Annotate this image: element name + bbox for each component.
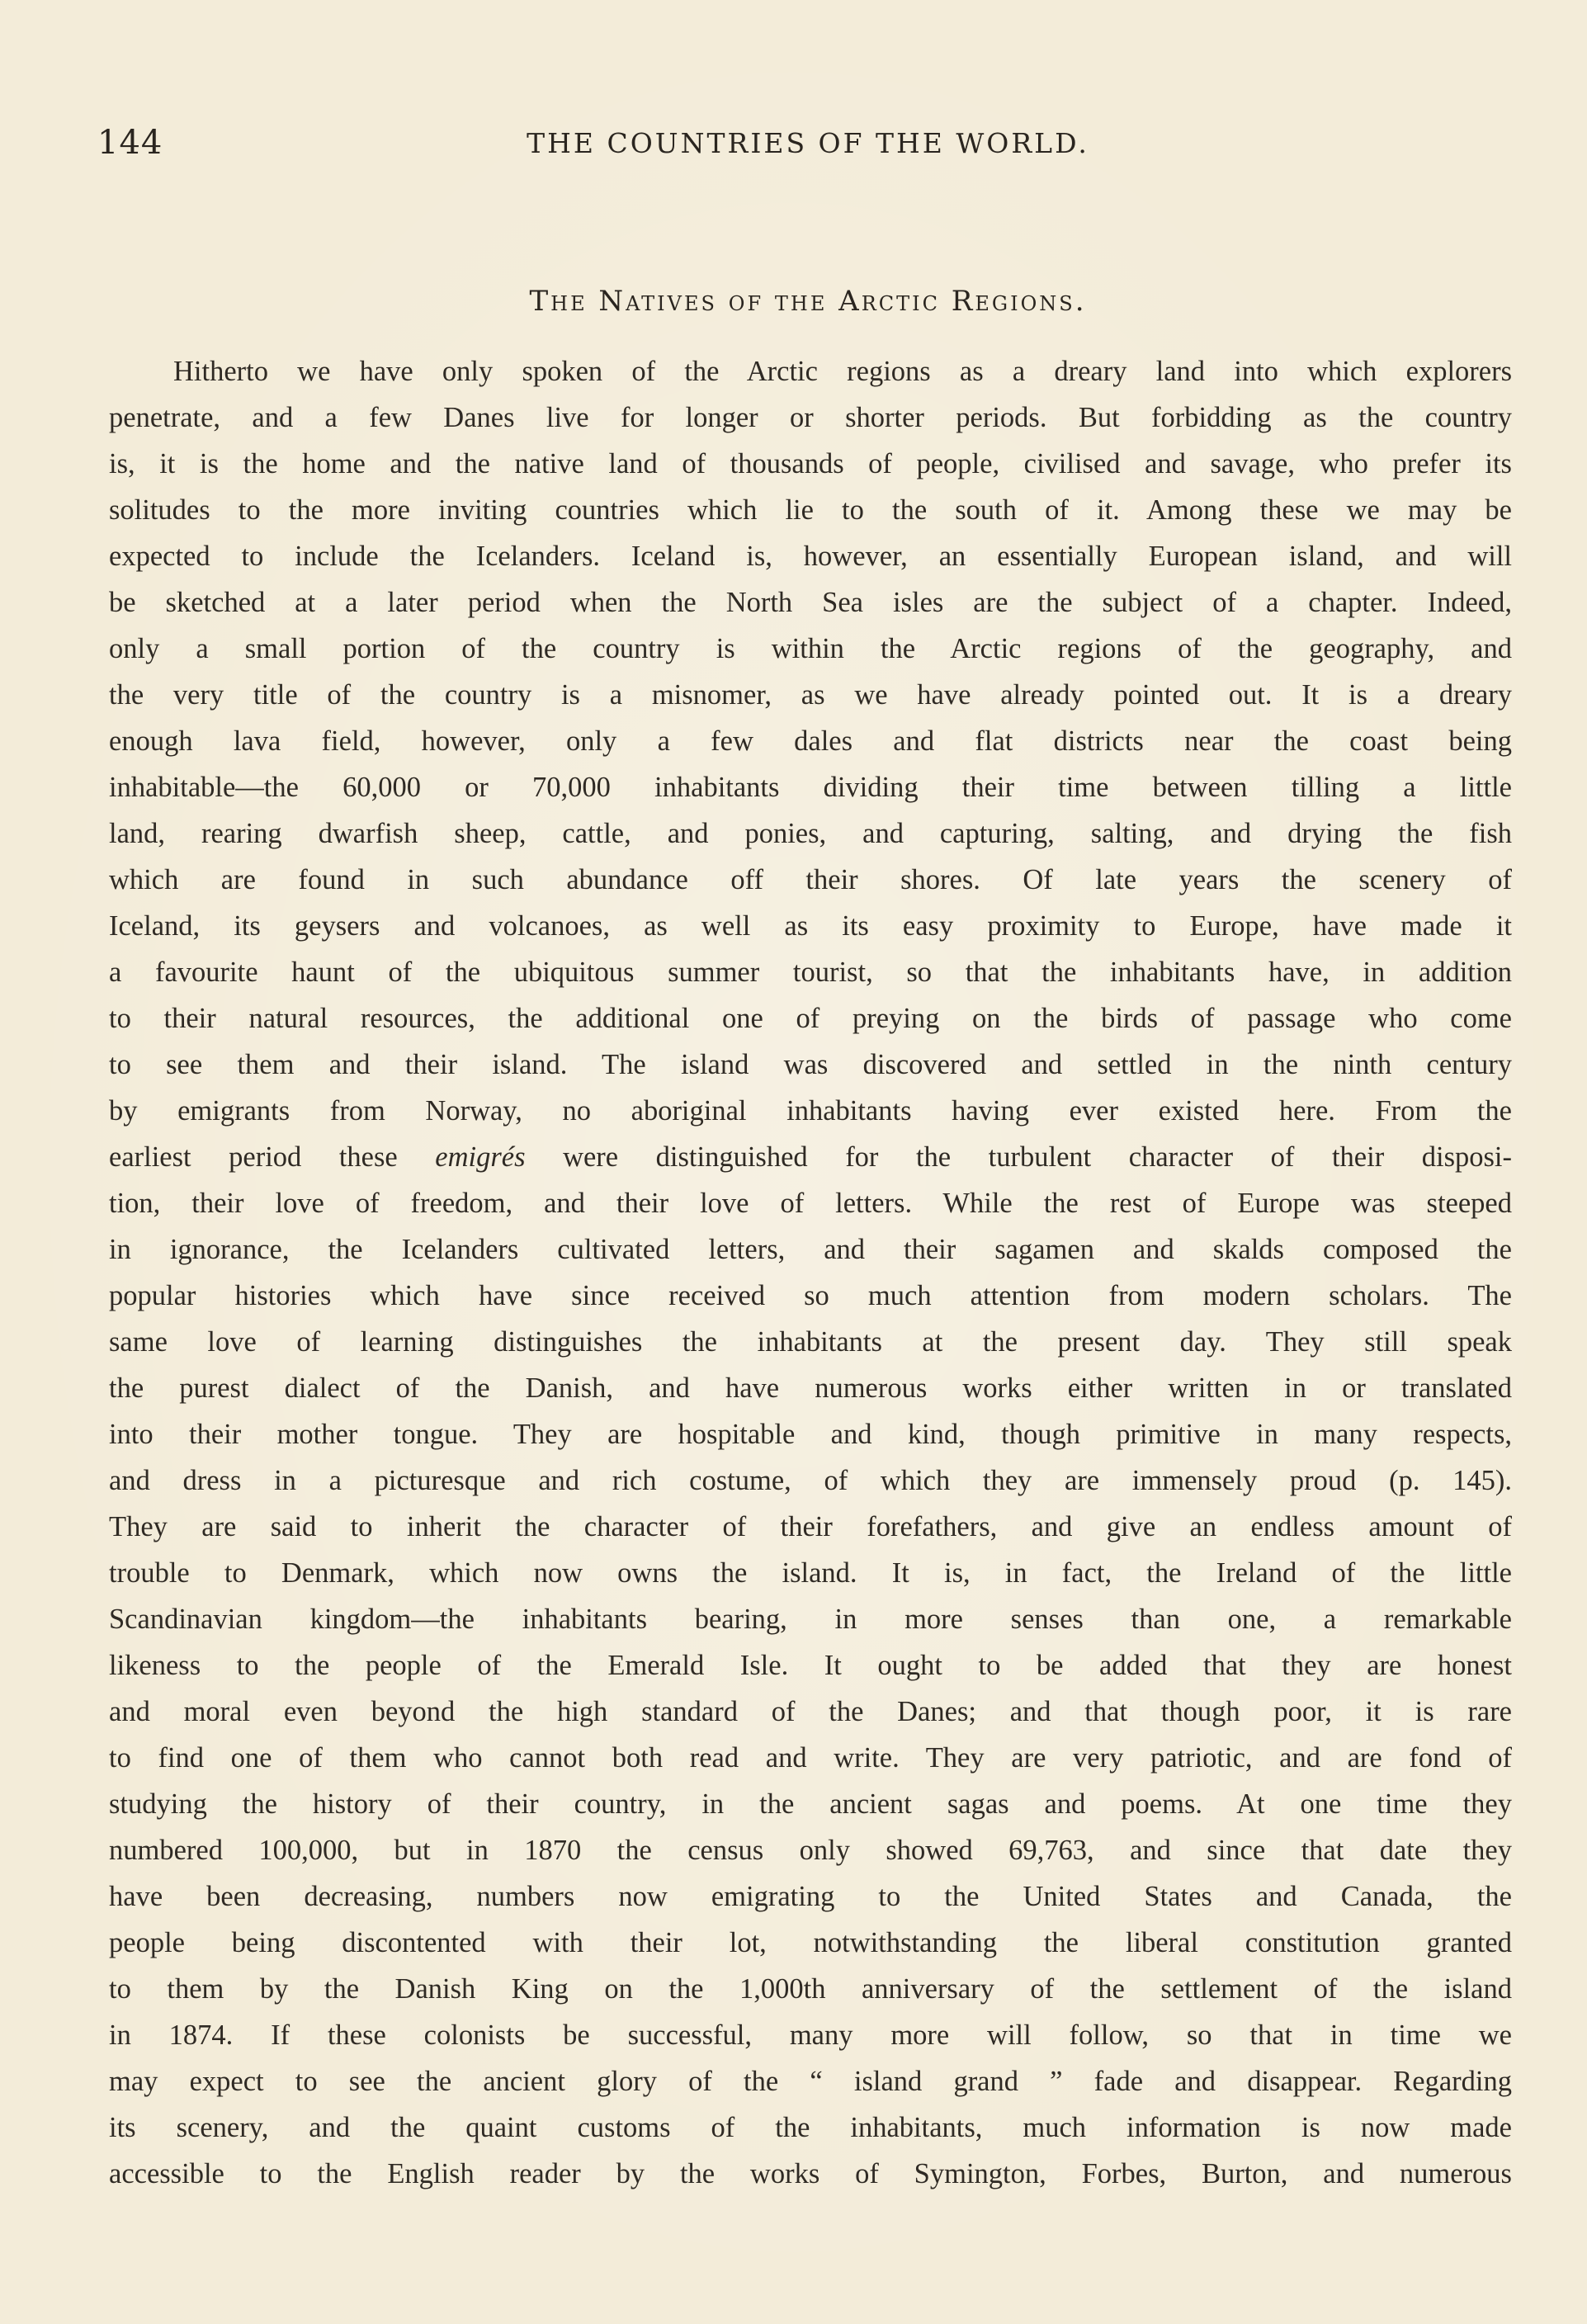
text-line: is, it is the home and the native land of thousands of people, civilised and savage, who prefer its <box>109 448 1512 479</box>
text-line: likeness to the people of the Emerald Isle. It ought to be added that they are honest <box>109 1650 1512 1681</box>
text-line: to find one of them who cannot both read and write. They are very patriotic, and are fond of <box>109 1742 1512 1774</box>
text-line-with-emphasis <box>109 1134 1512 1180</box>
text-line: have been decreasing, numbers now emigrating to the United States and Canada, the <box>109 1881 1512 1912</box>
text-line: only a small portion of the country is within the Arctic regions of the geography, and <box>109 633 1512 664</box>
text-line: same love of learning distinguishes the inhabitants at the present day. They still speak <box>109 1326 1512 1358</box>
text-line: in ignorance, the Icelanders cultivated letters, and their sagamen and skalds composed the <box>109 1234 1512 1265</box>
text-line: and moral even beyond the high standard of the Danes; and that though poor, it is rare <box>109 1696 1512 1727</box>
body-text <box>109 348 1512 2197</box>
emphasis-word: emigrés <box>435 1141 526 1173</box>
text-line: the very title of the country is a misnomer, as we have already pointed out. It is a dreary <box>109 679 1512 711</box>
text-fragment: were distinguished for the turbulent character of their disposi- <box>563 1141 1512 1173</box>
text-fragment: earliest period these <box>109 1141 398 1173</box>
text-line: to their natural resources, the additional one of preying on the birds of passage who come <box>109 1003 1512 1034</box>
text-line: Hitherto we have only spoken of the Arctic regions as a dreary land into which explorers <box>173 356 1512 387</box>
text-line: to them by the Danish King on the 1,000th anniversary of the settlement of the island <box>109 1973 1512 2005</box>
text-line: studying the history of their country, in the ancient sagas and poems. At one time they <box>109 1788 1512 1820</box>
text-line: trouble to Denmark, which now owns the island. It is, in fact, the Ireland of the little <box>109 1557 1512 1589</box>
page-number: 144 <box>97 124 163 162</box>
text-line: by emigrants from Norway, no aboriginal inhabitants having ever existed here. From the <box>109 1095 1512 1127</box>
text-line: a favourite haunt of the ubiquitous summer tourist, so that the inhabitants have, in addition <box>109 957 1512 988</box>
text-line: land, rearing dwarfish sheep, cattle, and ponies, and capturing, salting, and drying the fish <box>109 818 1512 849</box>
text-line: and dress in a picturesque and rich costume, of which they are immensely proud (p. 145). <box>109 1465 1512 1496</box>
text-line: penetrate, and a few Danes live for longer or shorter periods. But forbidding as the country <box>109 402 1512 433</box>
text-line: solitudes to the more inviting countries which lie to the south of it. Among these we may be <box>109 494 1512 526</box>
text-line: They are said to inherit the character of their forefathers, and give an endless amount of <box>109 1511 1512 1542</box>
text-line: accessible to the English reader by the works of Symington, Forbes, Burton, and numerous <box>109 2158 1512 2189</box>
text-line: numbered 100,000, but in 1870 the census only showed 69,763, and since that date they <box>109 1835 1512 1866</box>
running-title: THE COUNTRIES OF THE WORLD. <box>527 127 1089 159</box>
text-line: its scenery, and the quaint customs of the inhabitants, much information is now made <box>109 2112 1512 2143</box>
text-line: which are found in such abundance off their shores. Of late years the scenery of <box>109 864 1512 895</box>
section-title: The Natives of the Arctic Regions. <box>529 285 1087 318</box>
text-line: the purest dialect of the Danish, and have numerous works either written in or translated <box>109 1372 1512 1404</box>
text-line: may expect to see the ancient glory of the “ island grand ” fade and disappear. Regarding <box>109 2066 1512 2097</box>
text-line: tion, their love of freedom, and their love of letters. While the rest of Europe was steeped <box>109 1188 1512 1219</box>
text-line: be sketched at a later period when the North Sea isles are the subject of a chapter. Indeed, <box>109 587 1512 618</box>
text-line: people being discontented with their lot, notwithstanding the liberal constitution granted <box>109 1927 1512 1958</box>
text-line: popular histories which have since received so much attention from modern scholars. The <box>109 1280 1512 1311</box>
text-line: inhabitable—the 60,000 or 70,000 inhabitants dividing their time between tilling a little <box>109 772 1512 803</box>
text-line: into their mother tongue. They are hospitable and kind, though primitive in many respects, <box>109 1419 1512 1450</box>
running-head <box>97 124 1519 165</box>
text-line: Iceland, its geysers and volcanoes, as well as its easy proximity to Europe, have made it <box>109 910 1512 942</box>
text-line: to see them and their island. The island was discovered and settled in the ninth century <box>109 1049 1512 1080</box>
text-line: Scandinavian kingdom—the inhabitants bearing, in more senses than one, a remarkable <box>109 1604 1512 1635</box>
text-line: in 1874. If these colonists be successful, many more will follow, so that in time we <box>109 2019 1512 2051</box>
text-line: enough lava field, however, only a few dales and flat districts near the coast being <box>109 725 1512 757</box>
text-line: expected to include the Icelanders. Iceland is, however, an essentially European island, and will <box>109 541 1512 572</box>
